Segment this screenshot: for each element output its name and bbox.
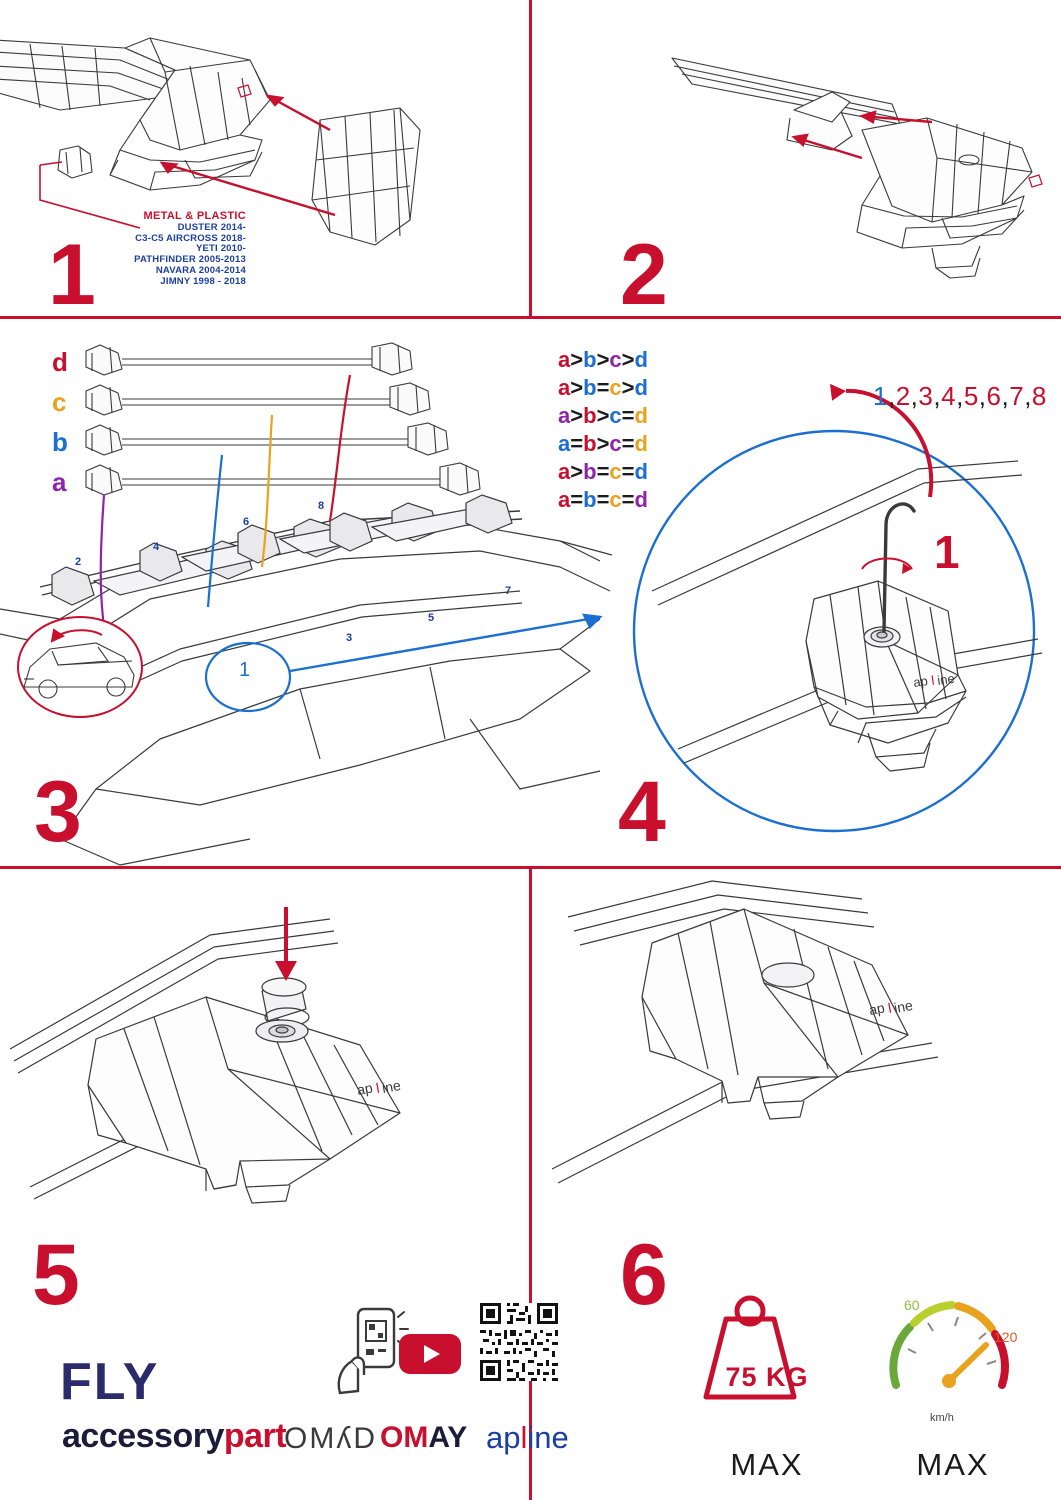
brand-fly: FLY <box>60 1353 160 1411</box>
step-number-1: 1 <box>48 227 94 323</box>
step6-illustration <box>532 869 1061 1500</box>
panel-step-4 <box>618 319 1061 866</box>
equation-token: > <box>570 458 584 484</box>
equation-token: d <box>634 402 648 428</box>
svg-text:ap: ap <box>355 1079 374 1098</box>
equation-token: d <box>634 486 648 512</box>
equation-token: = <box>621 486 635 512</box>
svg-text:ine: ine <box>380 1076 402 1096</box>
equation-token: c <box>609 486 622 512</box>
equation-token: c <box>609 430 622 456</box>
speed-unit-label: km/h <box>930 1412 954 1424</box>
equation-token: b <box>583 374 597 400</box>
foot-callout-1: 1 <box>239 659 251 681</box>
gauge-tick-120: 120 <box>994 1329 1018 1345</box>
sequence-token: 5 <box>963 381 979 411</box>
equation-token: b <box>583 458 597 484</box>
equation-token: d <box>634 347 648 372</box>
note-title: METAL & PLASTIC <box>143 210 246 222</box>
weight-value: 75 KG <box>725 1362 809 1392</box>
svg-text:l: l <box>886 999 893 1016</box>
equation-token: a <box>558 402 571 428</box>
vehicle-list <box>0 223 246 289</box>
sequence-token: 1 <box>873 381 888 411</box>
equation-token: d <box>634 374 648 400</box>
bar-label-b: b <box>52 427 68 457</box>
equation-token: c <box>609 347 622 372</box>
brand-omad: OMʎD <box>284 1422 377 1455</box>
step-number-4: 4 <box>618 764 664 860</box>
svg-text:ine: ine <box>936 670 956 688</box>
step4-badge-1: 1 <box>934 526 960 578</box>
foot-callout-4: 4 <box>153 541 160 553</box>
equation-token: > <box>596 402 610 428</box>
equation-token: b <box>583 347 597 372</box>
panel-step-2 <box>532 0 1061 323</box>
tightening-sequence <box>873 381 1047 412</box>
equation-token: d <box>634 430 648 456</box>
sequence-token: 3 <box>918 381 934 411</box>
brand-accessorypart <box>62 1417 286 1456</box>
equation-token: > <box>570 402 584 428</box>
panel-step-5 <box>0 869 569 1500</box>
svg-text:l: l <box>930 672 936 688</box>
metal-plastic-note <box>0 210 246 288</box>
foot-callout-5: 5 <box>428 612 435 624</box>
sequence-token: , <box>1001 381 1010 411</box>
foot-callout-6: 6 <box>243 516 250 528</box>
panel-step-1 <box>0 0 529 323</box>
step-number-2: 2 <box>620 227 666 323</box>
equation-token: > <box>621 347 635 372</box>
foot-callout-2: 2 <box>75 556 82 568</box>
sequence-token: 8 <box>1031 381 1047 411</box>
equation-token: b <box>583 486 597 512</box>
equation-token: > <box>570 374 584 400</box>
equation-token: a <box>558 486 571 512</box>
gauge-tick-60: 60 <box>904 1297 920 1313</box>
equation-token: a <box>558 347 571 372</box>
sequence-token: , <box>956 381 964 411</box>
equation-token: > <box>621 374 635 400</box>
equation-token: = <box>596 458 610 484</box>
equation-token: = <box>570 486 584 512</box>
equation-token: c <box>609 402 622 428</box>
bar-label-c: c <box>52 387 67 417</box>
vehicle-item: DUSTER 2014- <box>177 221 246 233</box>
equation-token: = <box>621 458 635 484</box>
equation-token: a <box>558 430 571 456</box>
youtube-icon[interactable] <box>398 1331 462 1377</box>
vehicle-item: YETI 2010- <box>195 243 246 255</box>
foot-callout-8: 8 <box>318 500 325 512</box>
brand-accessory: accessory <box>62 1417 224 1455</box>
equation-token: = <box>570 430 584 456</box>
equation-token: > <box>596 347 610 372</box>
brand-part: part <box>223 1417 287 1455</box>
equation-token: a <box>558 458 571 484</box>
vehicle-item: JIMNY 1998 - 2018 <box>160 276 246 288</box>
speed-max-label: MAX <box>916 1447 990 1482</box>
vehicle-item: C3-C5 AIRCROSS 2018- <box>135 232 246 244</box>
step2-illustration <box>532 0 1061 323</box>
foot-callout-3: 3 <box>346 632 353 644</box>
svg-text:ap: ap <box>912 673 929 690</box>
sequence-token: 4 <box>941 381 957 411</box>
sequence-token: 6 <box>986 381 1002 411</box>
equation-token: d <box>634 458 648 484</box>
panel-step-3 <box>0 319 648 866</box>
sequence-token: 2 <box>895 381 911 411</box>
equation-token: = <box>621 430 635 456</box>
panel-step-6 <box>532 869 1061 1500</box>
bar-label-a: a <box>52 467 67 497</box>
sequence-token: , <box>910 381 919 411</box>
step-number-5: 5 <box>32 1227 78 1323</box>
bar-label-d: d <box>52 347 68 377</box>
equation-token: a <box>558 374 571 400</box>
svg-text:ap: ap <box>867 999 886 1018</box>
vehicle-item: NAVARA 2004-2014 <box>155 265 246 277</box>
foot-callout-7: 7 <box>505 585 512 597</box>
weight-max-label: MAX <box>730 1447 804 1482</box>
equation-token: c <box>609 374 622 400</box>
equation-token: > <box>570 347 584 372</box>
step-number-6: 6 <box>620 1227 666 1323</box>
equation-token: = <box>596 374 610 400</box>
equation-token: c <box>609 458 622 484</box>
sequence-token: , <box>933 381 942 411</box>
sequence-token: , <box>978 381 987 411</box>
step-number-3: 3 <box>34 764 80 860</box>
svg-text:l: l <box>374 1079 381 1096</box>
brand-omay: OMAY <box>380 1421 468 1454</box>
sequence-token: 7 <box>1009 381 1025 411</box>
vehicle-item: PATHFINDER 2005-2013 <box>134 254 246 266</box>
sequence-token: , <box>1024 381 1032 411</box>
svg-text:ine: ine <box>892 996 914 1016</box>
brand-apline: apline <box>486 1420 569 1455</box>
equation-token: b <box>583 430 597 456</box>
step3-illustration <box>0 319 618 866</box>
equation-token: b <box>583 402 597 428</box>
sequence-token: , <box>887 381 896 411</box>
equation-token: > <box>596 430 610 456</box>
equation-token: = <box>621 402 635 428</box>
equation-token: = <box>596 486 610 512</box>
